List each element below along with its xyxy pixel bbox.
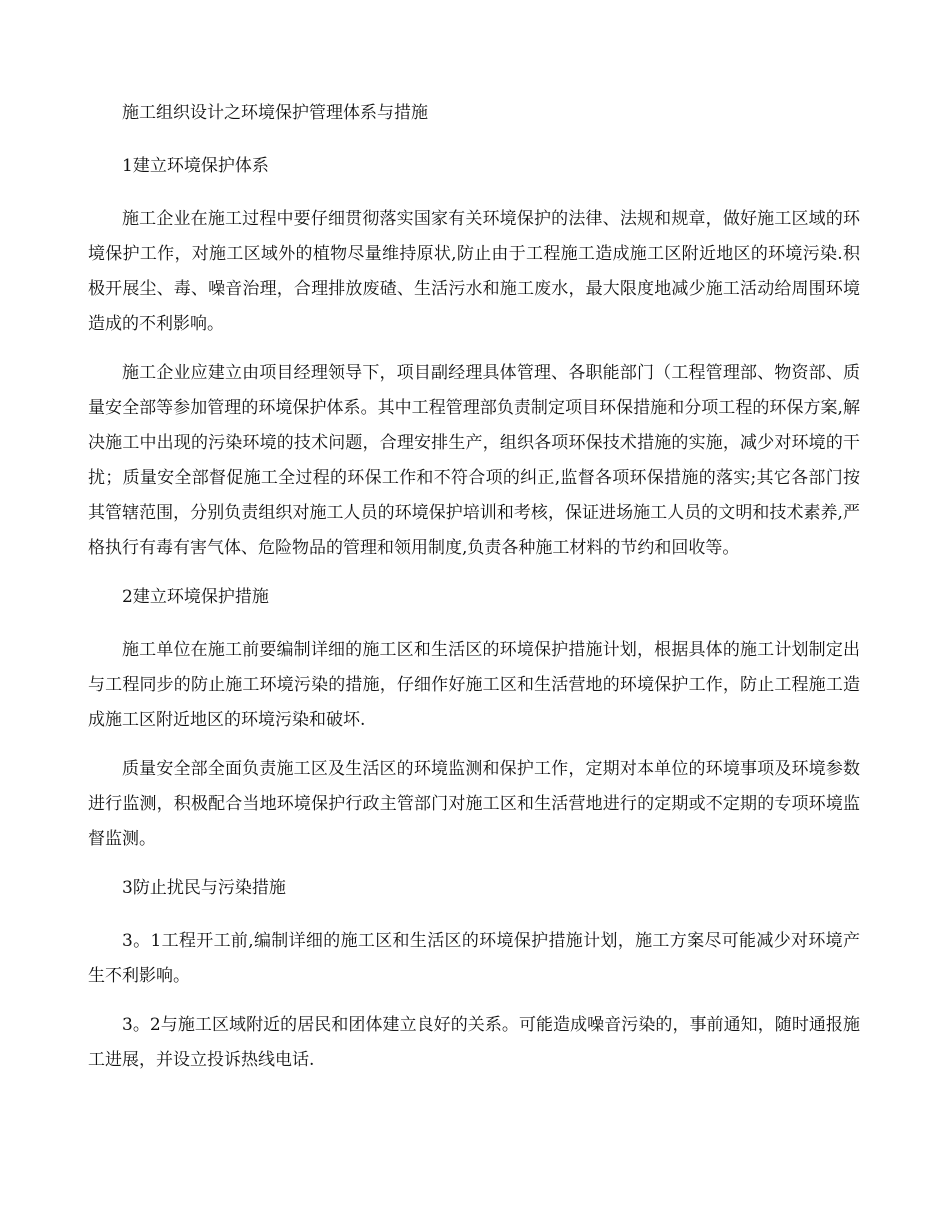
section-2-paragraph-2: 质量安全部全面负责施工区及生活区的环境监测和保护工作，定期对本单位的环境事项及环境参数进行监测，积极配合当地环境保护行政主管部门对施工区和生活营地进行的定期或不定期的专项环境监督监测。 (88, 759, 860, 849)
section-3-heading: 3防止扰民与污染措施 (122, 878, 286, 898)
section-2-paragraph-1: 施工单位在施工前要编制详细的施工区和生活区的环境保护措施计划，根据具体的施工计划制定出与工程同步的防止施工环境污染的措施，仔细作好施工区和生活营地的环境保护工作，防止工程施工造成施工区附近地区的环境污染和破坏. (88, 640, 860, 730)
section-1-paragraph-2: 施工企业应建立由项目经理领导下，项目副经理具体管理、各职能部门（工程管理部、物资部、质量安全部等参加管理的环境保护体系。其中工程管理部负责制定项目环保措施和分项工程的环保方案,解决施工中出现的污染环境的技术问题，合理安排生产，组织各项环保技术措施的实施，减少对环境的干扰；质量安全部督促施工全过程的环保工作和不符合项的纠正,监督各项环保措施的落实;其它各部门按其管辖范围，分别负责组织对施工人员的环境保护培训和考核，保证进场施工人员的文明和技术素养,严格执行有毒有害气体、危险物品的管理和领用制度,负责各种施工材料的节约和回收等。 (88, 363, 860, 558)
document-body (88, 96, 860, 1092)
section-1-paragraph-1: 施工企业在施工过程中要仔细贯彻落实国家有关环境保护的法律、法规和规章，做好施工区域的环境保护工作，对施工区域外的植物尽量维持原状,防止由于工程施工造成施工区附近地区的环境污染.积极开展尘、毒、噪音治理，合理排放废碴、生活污水和施工废水，最大限度地减少施工活动给周围环境造成的不利影响。 (88, 209, 860, 334)
document-title: 施工组织设计之环境保护管理体系与措施 (122, 103, 428, 123)
section-3-item-1: 3。1工程开工前,编制详细的施工区和生活区的环境保护措施计划，施工方案尽可能减少对环境产生不利影响。 (88, 931, 860, 986)
section-2-heading: 2建立环境保护措施 (122, 587, 269, 607)
section-3-item-2: 3。2与施工区域附近的居民和团体建立良好的关系。可能造成噪音污染的，事前通知，随时通报施工进展，并设立投诉热线电话. (88, 1015, 860, 1070)
section-1-heading: 1建立环境保护体系 (122, 156, 269, 176)
